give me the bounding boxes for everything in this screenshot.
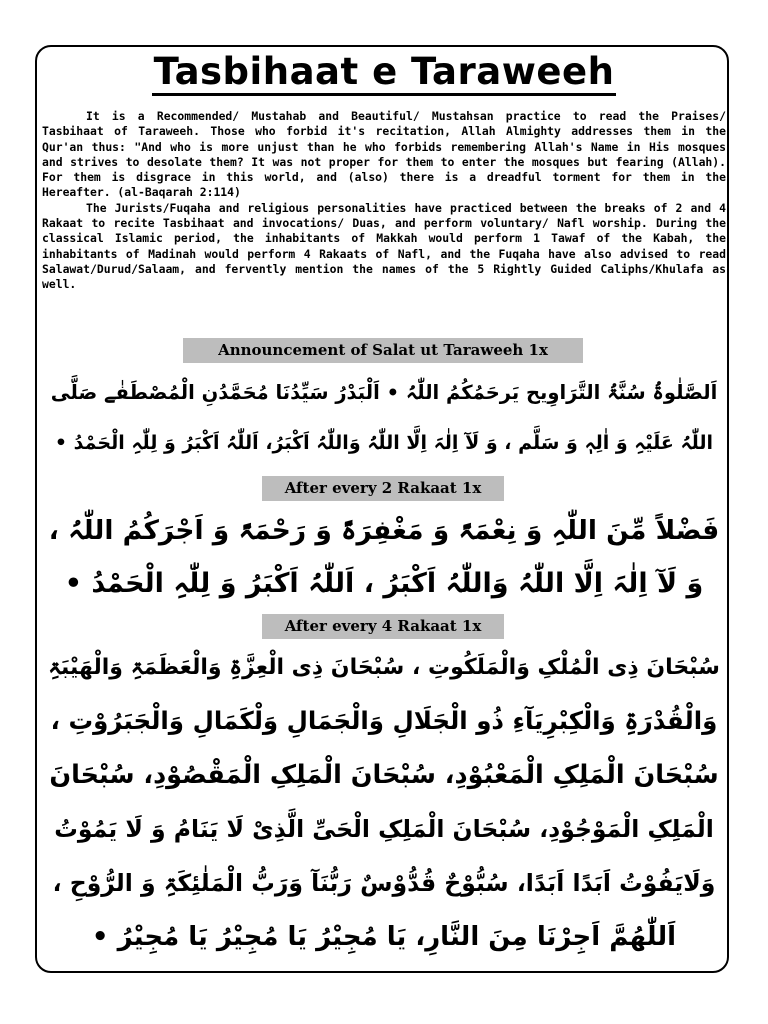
arabic-line-announcement-1: اَلصَّلٰوۃُ سُنَّۃُ التَّرَاوِیح یَرحَمُکُمُ اللّٰہُ • اَلْبَدْرُ سَیِّدُنَا مُحَمَّدُنِ الْمُصْطَفٰے صَلَّی: [50, 381, 718, 404]
arabic-line-4-rakaat-2: وَالْقُدْرَۃِ وَالْکِبْرِیَآءِ ذُو الْجَلَالِ وَالْجَمَالِ وَلْکَمَالِ وَالْجَبَرُوْتِ ،: [50, 706, 718, 735]
page-title-text: Tasbihaat e Taraweeh: [152, 50, 617, 96]
arabic-line-4-rakaat-5: وَلَایَفُوْتُ اَبَدًا اَبَدًا، سُبُّوْحٌ قُدُّوْسٌ رَبُّنَآ وَرَبُّ الْمَلٰئِکَۃِ وَ الرُّوْحِ ،: [52, 869, 716, 897]
arabic-line-2-rakaat-2: وَ لَآ اِلٰہَ اِلَّا اللّٰہُ وَاللّٰہُ اَکْبَرُ ، اَللّٰہُ اَکْبَرُ وَ لِلّٰہِ الْحَمْدُ •: [64, 568, 704, 599]
arabic-line-4-rakaat-6: اَللّٰھُمَّ اَجِرْنَا مِنَ النَّارِ، یَا مُجِیْرُ یَا مُجِیْرُ یَا مُجِیْرُ •: [91, 922, 677, 952]
intro-text: [42, 109, 726, 293]
heading-after-4-rakaat: After every 4 Rakaat 1x: [262, 614, 504, 639]
intro-paragraph-2: The Jurists/Fuqaha and religious personalities have practiced between the breaks of 2 and 4 Rakaat to recite Tasbihaat and invocations/ Duas, and perform voluntary/ Nafl worship. During the classical Islamic period, the inhabitants of Makkah would perform 1 Tawaf of the Kabah, the inhabitants of Madinah would perform 4 Rakaats of Nafl, and the Fuqaha have also advised to read Salawat/Durud/Salaam, and fervently mention the names of the 5 Rightly Guided Caliphs/Khulafa as well.: [42, 200, 726, 292]
arabic-line-4-rakaat-1: سُبْحَانَ ذِی الْمُلْکِ وَالْمَلَکُوتِ ، سُبْحَانَ ذِی الْعِزَّۃِ وَالْعَظَمَۃِ وَالْھَیْبَۃِ: [48, 655, 720, 680]
arabic-line-2-rakaat-1: فَضْلاً مِّنَ اللّٰہِ وَ نِعْمَۃً وَ مَغْفِرَۃً وَ رَحْمَۃً وَ اَجْرَکُمُ اللّٰہُ ،: [48, 515, 720, 546]
arabic-line-4-rakaat-4: الْمَلِکِ الْمَوْجُوْدِ، سُبْحَانَ الْمَلِکِ الْحَیِّ الَّذِیْ لَا یَنَامُ وَ لَا یَمُوْتُ: [54, 815, 714, 843]
page-title: [0, 52, 768, 92]
heading-announcement: Announcement of Salat ut Taraweeh 1x: [183, 338, 583, 363]
arabic-line-announcement-2: اللّٰہُ عَلَیْہِ وَ اٰلِہٖ وَ سَلَّم ، وَ لَآ اِلٰہَ اِلَّا اللّٰہُ وَاللّٰہُ اَکْبَرُ، اَللّٰہُ اَکْبَرُ وَ لِلّٰہِ الْحَمْدُ •: [54, 432, 714, 454]
heading-after-2-rakaat: After every 2 Rakaat 1x: [262, 476, 504, 501]
intro-paragraph-1: It is a Recommended/ Mustahab and Beautiful/ Mustahsan practice to read the Praises/ Tasbihaat of Taraweeh. Those who forbid it's recitation, Allah Almighty addresses them in the Qur'an thus: "And who is more unjust than he who forbids remembering Allah's Name in His mosques and strives to desolate them? It was not proper for them to enter the mosques but fearing (Allah). For them is disgrace in this world, and (also) there is a dreadful torment for them in the Hereafter. (al-Baqarah 2:114): [42, 109, 726, 200]
arabic-line-4-rakaat-3: سُبْحَانَ الْمَلِکِ الْمَعْبُوْدِ، سُبْحَانَ الْمَلِکِ الْمَقْصُوْدِ، سُبْحَانَ: [49, 760, 719, 790]
